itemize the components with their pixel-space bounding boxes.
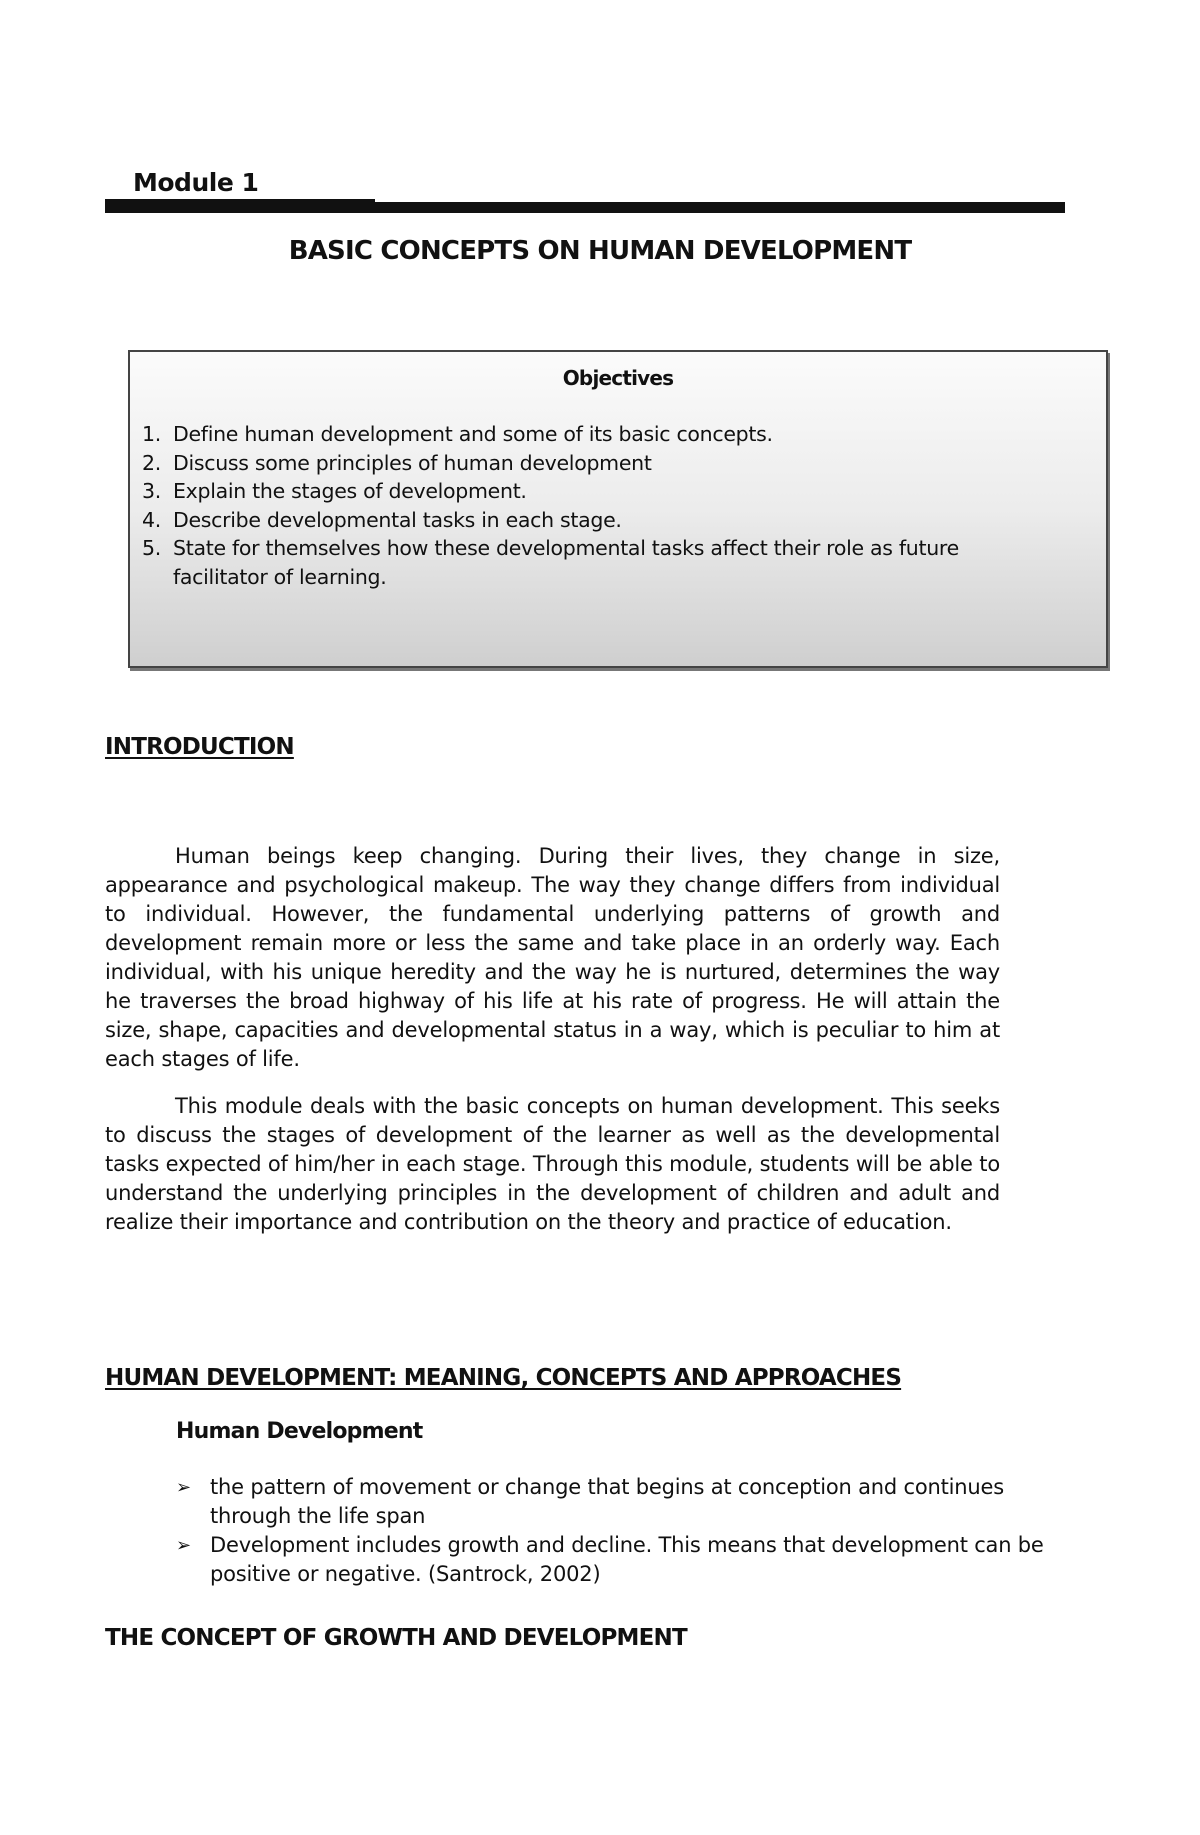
objective-text: Explain the stages of development.: [173, 479, 527, 503]
objective-number: 3.: [142, 479, 161, 503]
objectives-list: [142, 420, 1053, 591]
objective-item: [142, 506, 1053, 535]
objective-number: 2.: [142, 450, 161, 475]
objective-item: [142, 477, 1053, 506]
objective-text: Define human development and some of its basic concepts.: [173, 422, 773, 446]
objective-item: [142, 534, 1053, 591]
module-label: Module 1: [133, 168, 259, 197]
objectives-title: Objectives: [562, 366, 674, 390]
growth-development-heading: THE CONCEPT OF GROWTH AND DEVELOPMENT: [105, 1625, 687, 1651]
objective-number: 4.: [142, 507, 161, 532]
objective-number: 1.: [142, 422, 161, 446]
objective-number: 5.: [142, 536, 161, 560]
arrow-bullet-icon: ➢: [176, 1477, 191, 1498]
bullet-text: Development includes growth and decline. This means that development can be positive or negative. (Santrock, 2002): [210, 1533, 1044, 1586]
arrow-bullet-icon: ➢: [176, 1535, 191, 1556]
introduction-paragraph-1: Human beings keep changing. During their lives, they change in size, appearance and psychological makeup. The way they change differs from individual to individual. However, the fundamental underlying patterns of growth and development remain more or less the same and take place in an orderly way. Each individual, with his unique heredity and the way he is nurtured, determines the way he traverses the broad highway of his life at his rate of progress. He will attain the size, shape, capacities and developmental status in a way, which is peculiar to him at each stages of life.: [105, 844, 1000, 1071]
module-rule: [105, 202, 1065, 213]
main-title: [0, 236, 1200, 266]
bullet-text: the pattern of movement or change that begins at conception and continues through the life span: [210, 1475, 1004, 1528]
main-title-text: BASIC CONCEPTS ON HUMAN DEVELOPMENT: [288, 236, 912, 266]
objective-item: [142, 420, 1053, 449]
objectives-box: [128, 350, 1108, 668]
bullet-item: [176, 1531, 1056, 1589]
introduction-paragraph-2: This module deals with the basic concepts on human development. This seeks to discuss the stages of development of the learner as well as the developmental tasks expected of him/her in each stage. Through this module, students will be able to understand the underlying principles in the development of children and adult and realize their importance and contribution on the theory and practice of education.: [105, 1094, 1000, 1234]
human-development-subheading: Human Development: [176, 1419, 423, 1444]
bullet-item: [176, 1473, 1056, 1531]
definition-bullet-list: [176, 1473, 1056, 1589]
objective-text: State for themselves how these developmental tasks affect their role as future facilitator of learning.: [173, 536, 959, 589]
objective-text: Describe developmental tasks in each stage.: [173, 507, 622, 532]
introduction-heading: INTRODUCTION: [105, 734, 294, 760]
human-development-heading: HUMAN DEVELOPMENT: MEANING, CONCEPTS AND APPROACHES: [105, 1365, 902, 1391]
objective-item: [142, 449, 1053, 478]
objective-text: Discuss some principles of human development: [173, 450, 652, 475]
